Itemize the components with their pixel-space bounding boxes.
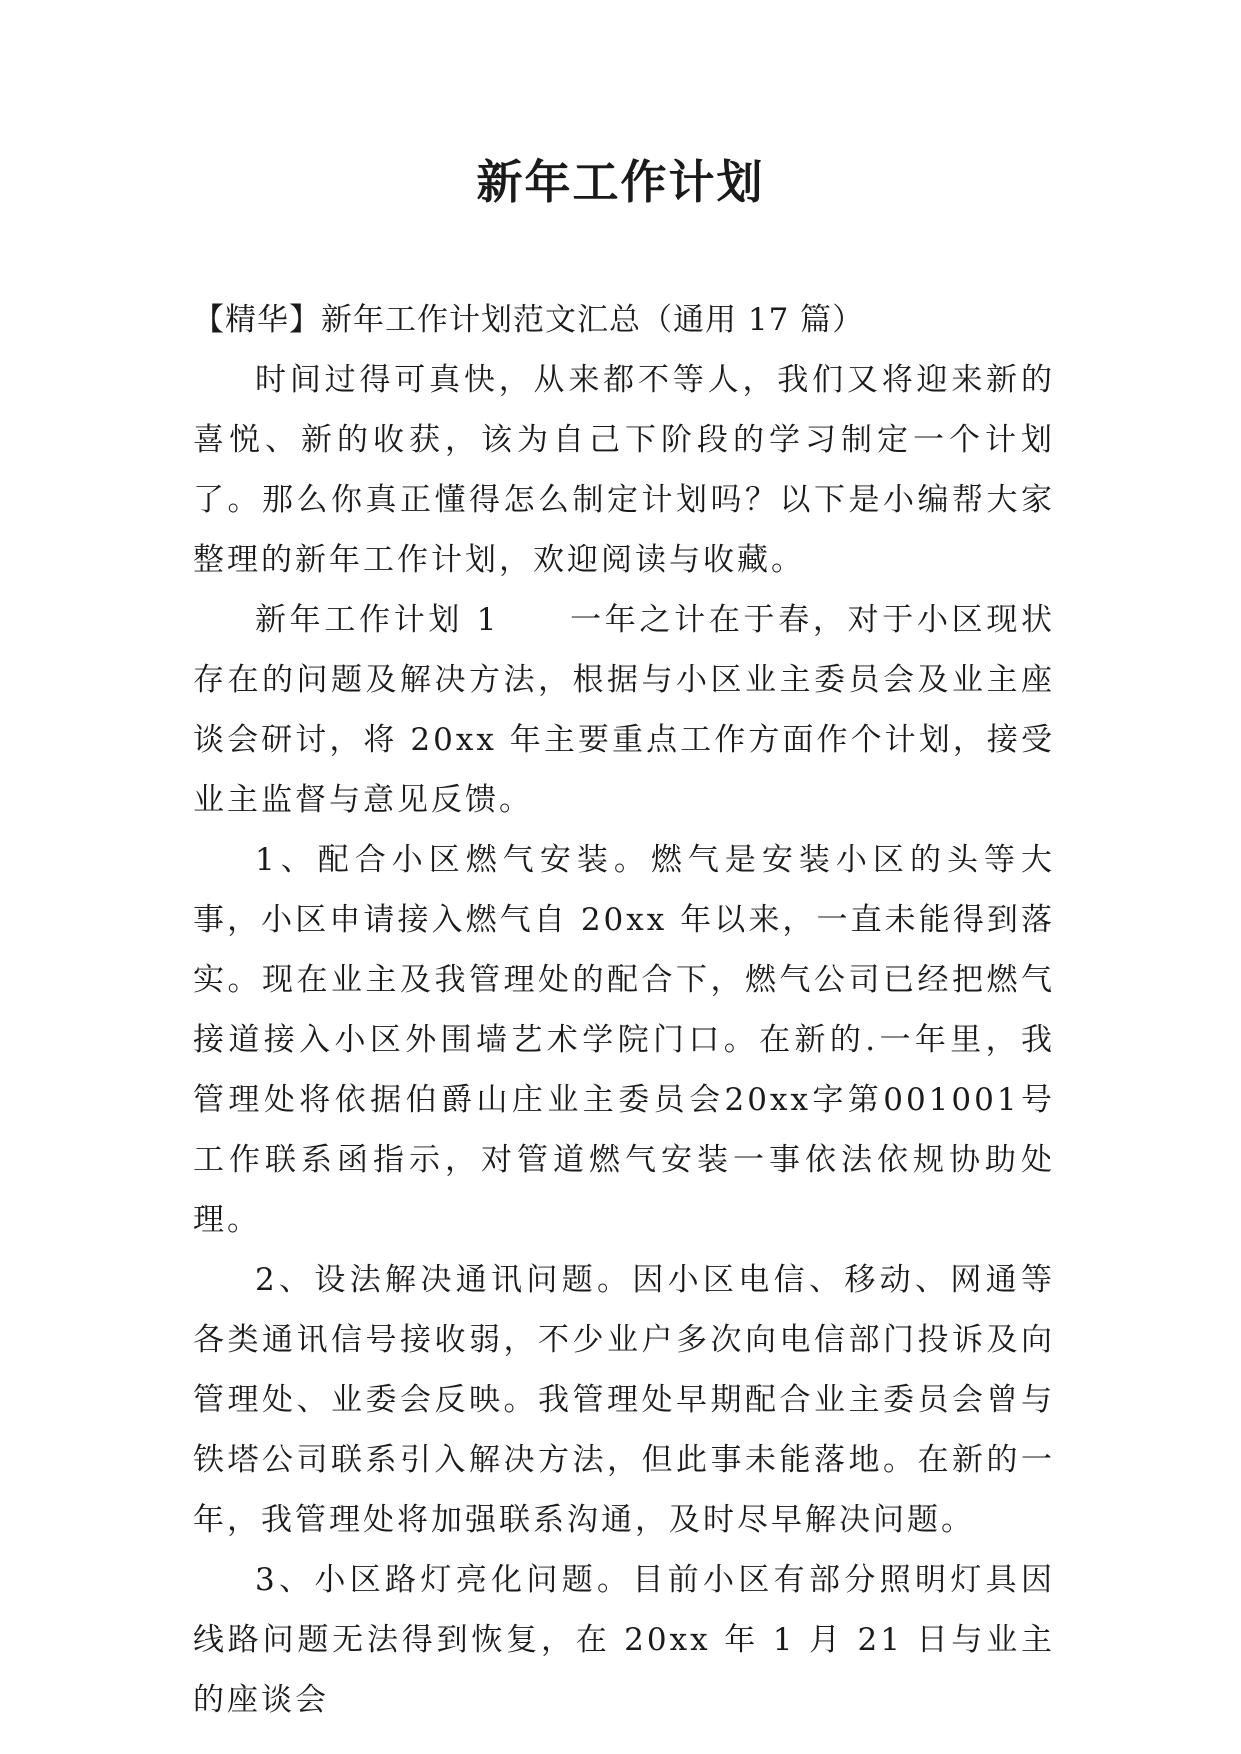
document-body [193,290,1055,1730]
page-title: 新年工作计划 [476,155,765,209]
plan-1-label: 新年工作计划 1 [255,602,500,638]
intro-paragraph: 时间过得可真快，从来都不等人，我们又将迎来新的喜悦、新的收获，该为自己下阶段的学习制定一个计划了。那么你真正懂得怎么制定计划吗？以下是小编帮大家整理的新年工作计划，欢迎阅读与收藏。 [193,362,1055,578]
item-paragraph-2: 2、设法解决通讯问题。因小区电信、移动、网通等各类通讯信号接收弱，不少业户多次向电信部门投诉及向管理处、业委会反映。我管理处早期配合业主委员会曾与铁塔公司联系引入解决方法，但此事未能落地。在新的一年，我管理处将加强联系沟通，及时尽早解决问题。 [193,1262,1055,1538]
plan-1-paragraph [193,590,1055,830]
item-paragraph-1: 1、配合小区燃气安装。燃气是安装小区的头等大事，小区申请接入燃气自 20xx 年以来，一直未能得到落实。现在业主及我管理处的配合下，燃气公司已经把燃气接道接入小区外围墙艺术学院门口。在新的.一年里，我管理处将依据伯爵山庄业主委员会20xx字第001001号工作联系函指示，对管道燃气安装一事依法依规协助处理。 [193,842,1055,1238]
plan-1-text: 一年之计在于春，对于小区现状存在的问题及解决方法，根据与小区业主委员会及业主座谈会研讨，将 20xx 年主要重点工作方面作个计划，接受业主监督与意见反馈。 [193,602,1056,818]
item-paragraph-3: 3、小区路灯亮化问题。目前小区有部分照明灯具因线路问题无法得到恢复，在 20xx 年 1 月 21 日与业主的座谈会 [193,1562,1055,1718]
document-subtitle: 【精华】新年工作计划范文汇总（通用 17 篇） [193,302,865,338]
